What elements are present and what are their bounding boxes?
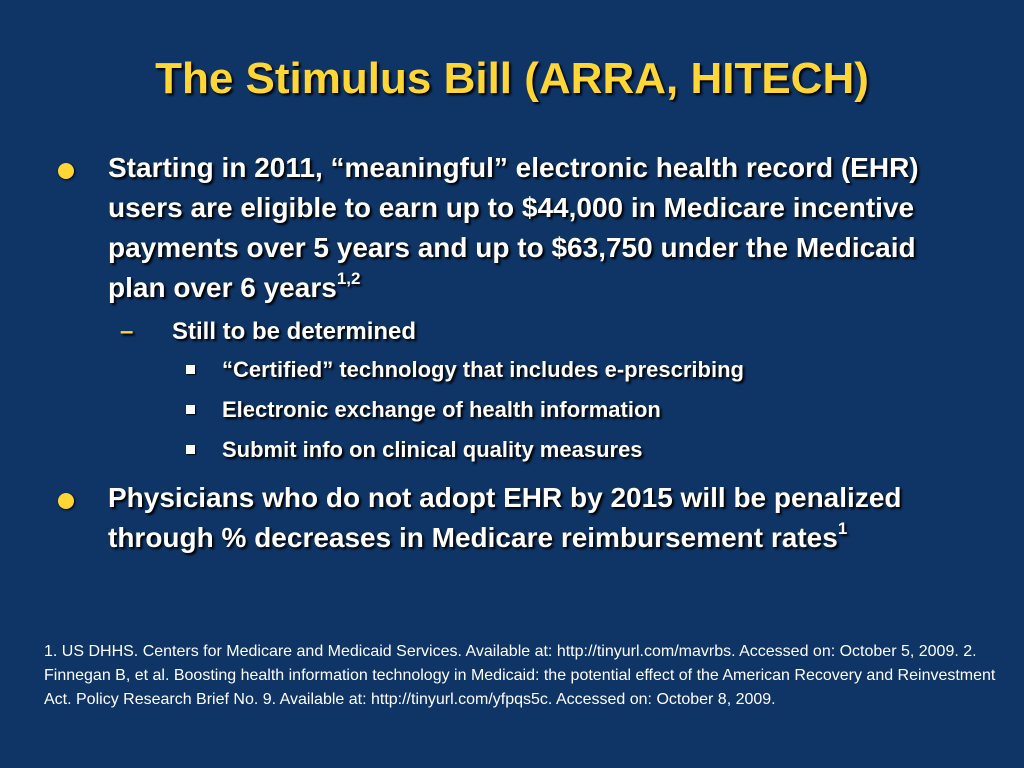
square-bullet-icon	[186, 445, 195, 454]
sub-bullet-to-be-determined	[0, 314, 1024, 350]
sub-bullet-text: Still to be determined	[172, 318, 417, 345]
bullet-dot-icon	[58, 163, 74, 179]
bullet-dot-icon	[58, 493, 74, 509]
square-bullet-icon	[186, 365, 195, 374]
footnote-references: 1. US DHHS. Centers for Medicare and Medicaid Services. Available at: http://tinyurl.com/mavrbs. Accessed on: October 5, 2009. 2. Finnegan B, et al. Boosting health information technology in Medicaid: the potential effect of the American Recovery and Reinvestment Act. Policy Research Brief No. 9. Available at: http://tinyurl.com/yfpqs5c. Accessed on: October 8, 2009.	[44, 643, 996, 708]
bullet-meaningful-use	[0, 148, 968, 308]
slide-content	[0, 148, 1024, 558]
bullet-penalty	[0, 478, 968, 558]
bullet-text: Physicians who do not adopt EHR by 2015 will be penalized through % decreases in Medicare reimbursement rates	[108, 482, 902, 553]
sub-sub-bullet-text: “Certified” technology that includes e-prescribing	[222, 357, 744, 382]
square-bullet-icon	[186, 405, 195, 414]
sub-sub-bullet-exchange	[0, 390, 1024, 430]
spacer	[0, 470, 1024, 478]
sub-sub-bullet-text: Electronic exchange of health information	[222, 397, 661, 422]
sub-sub-bullet-text: Submit info on clinical quality measures	[222, 437, 643, 462]
sub-sub-bullet-certified	[0, 350, 1024, 390]
bullet-superscript: 1,2	[336, 269, 361, 288]
slide-title: The Stimulus Bill (ARRA, HITECH)	[155, 54, 869, 103]
dash-marker: –	[120, 318, 134, 345]
bullet-superscript: 1	[837, 519, 848, 538]
bullet-text: Starting in 2011, “meaningful” electronic health record (EHR) users are eligible to earn up to $44,000 in Medicare incentive payments over 5 years and up to $63,750 under the Medicaid plan over 6 years	[108, 152, 919, 303]
sub-sub-bullet-quality	[0, 430, 1024, 470]
